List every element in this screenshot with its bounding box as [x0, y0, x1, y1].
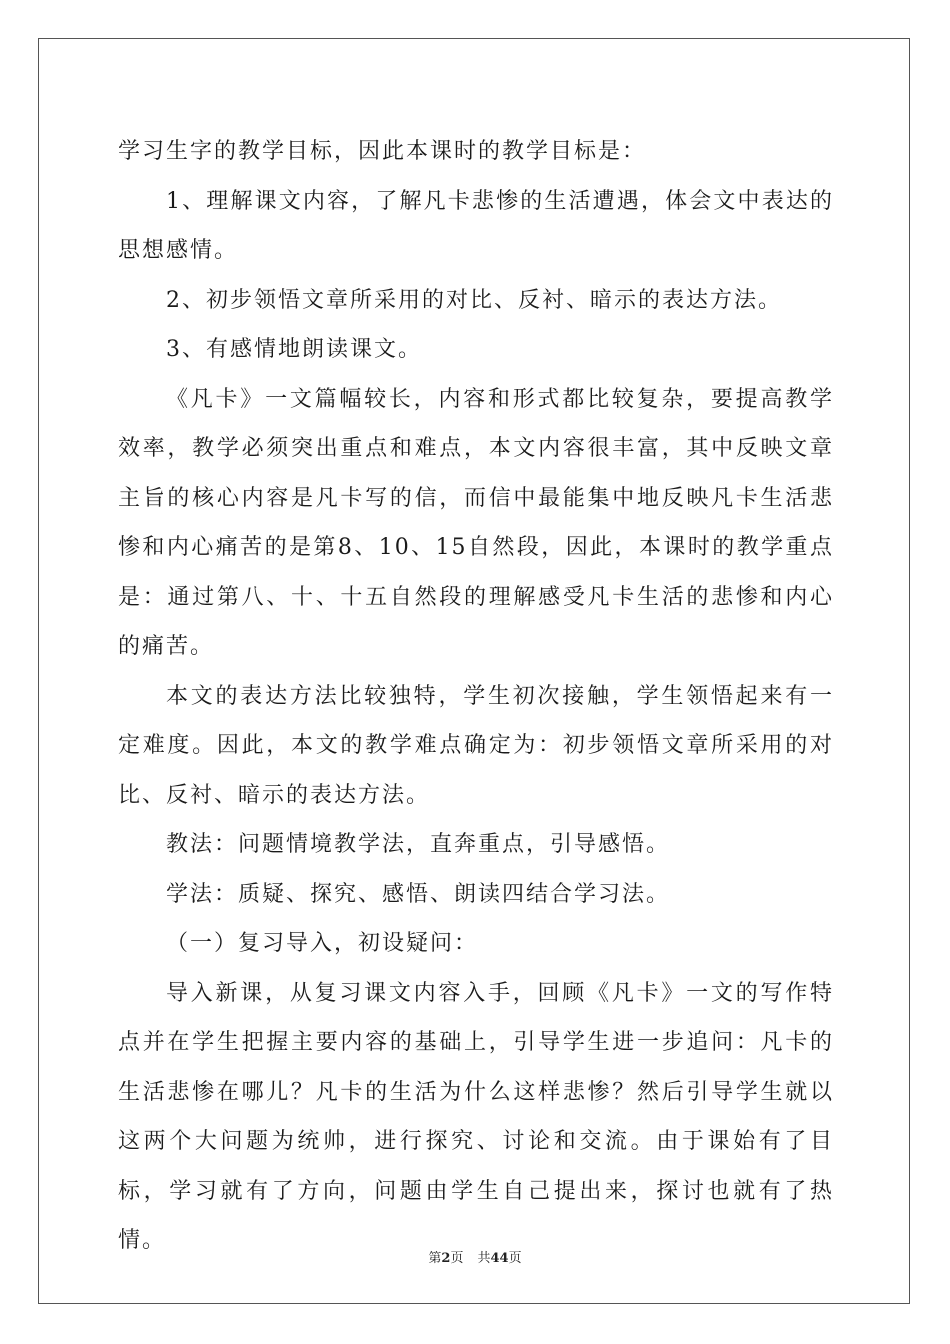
page-suffix: 页 — [450, 1251, 464, 1266]
document-body — [118, 127, 834, 1266]
paragraph-8: 学法：质疑、探究、感悟、朗读四结合学习法。 — [166, 881, 671, 907]
page-prefix: 第 — [428, 1251, 442, 1266]
paragraph-9: （一）复习导入，初设疑问： — [166, 931, 479, 956]
paragraph-10: 导入新课，从复习课文内容入手，回顾《凡卡》一文的写作特点并在学生把握主要内容的基础上，引导学生进一步追问：凡卡的生活悲惨在哪儿？凡卡的生活为什么这样悲惨？然后引导学生就以这两个大问题为统帅，进行探究、讨论和交流。由于课始有了目标，学习就有了方向，问题由学生自己提出来，探讨也就有了热情。 — [118, 980, 834, 1253]
paragraph-5: 《凡卡》一文篇幅较长，内容和形式都比较复杂，要提高教学效率，教学必须突出重点和难点，本文内容很丰富，其中反映文章主旨的核心内容是凡卡写的信，而信中最能集中地反映凡卡生活悲惨和内心痛苦的是第8、10、15自然段，因此，本课时的教学重点是：通过第八、十、十五自然段的理解感受凡卡生活的悲惨和内心的痛苦。 — [118, 386, 834, 659]
paragraph-6: 本文的表达方法比较独特，学生初次接触，学生领悟起来有一定难度。因此，本文的教学难点确定为：初步领悟文章所采用的对比、反衬、暗示的表达方法。 — [118, 683, 834, 808]
total-suffix: 页 — [508, 1251, 522, 1266]
paragraph-4: 3、有感情地朗读课文。 — [166, 337, 422, 362]
paragraph-2: 1、理解课文内容，了解凡卡悲惨的生活遭遇，体会文中表达的思想感情。 — [118, 188, 834, 263]
total-prefix: 共 — [477, 1251, 491, 1266]
paragraph-3: 2、初步领悟文章所采用的对比、反衬、暗示的表达方法。 — [166, 287, 782, 313]
page-number: 2 — [441, 1251, 451, 1266]
paragraph-7: 教法：问题情境教学法，直奔重点，引导感悟。 — [166, 832, 671, 857]
page-footer — [0, 1247, 950, 1266]
total-pages: 44 — [490, 1251, 509, 1266]
paragraph-1: 学习生字的教学目标，因此本课时的教学目标是： — [118, 139, 647, 164]
